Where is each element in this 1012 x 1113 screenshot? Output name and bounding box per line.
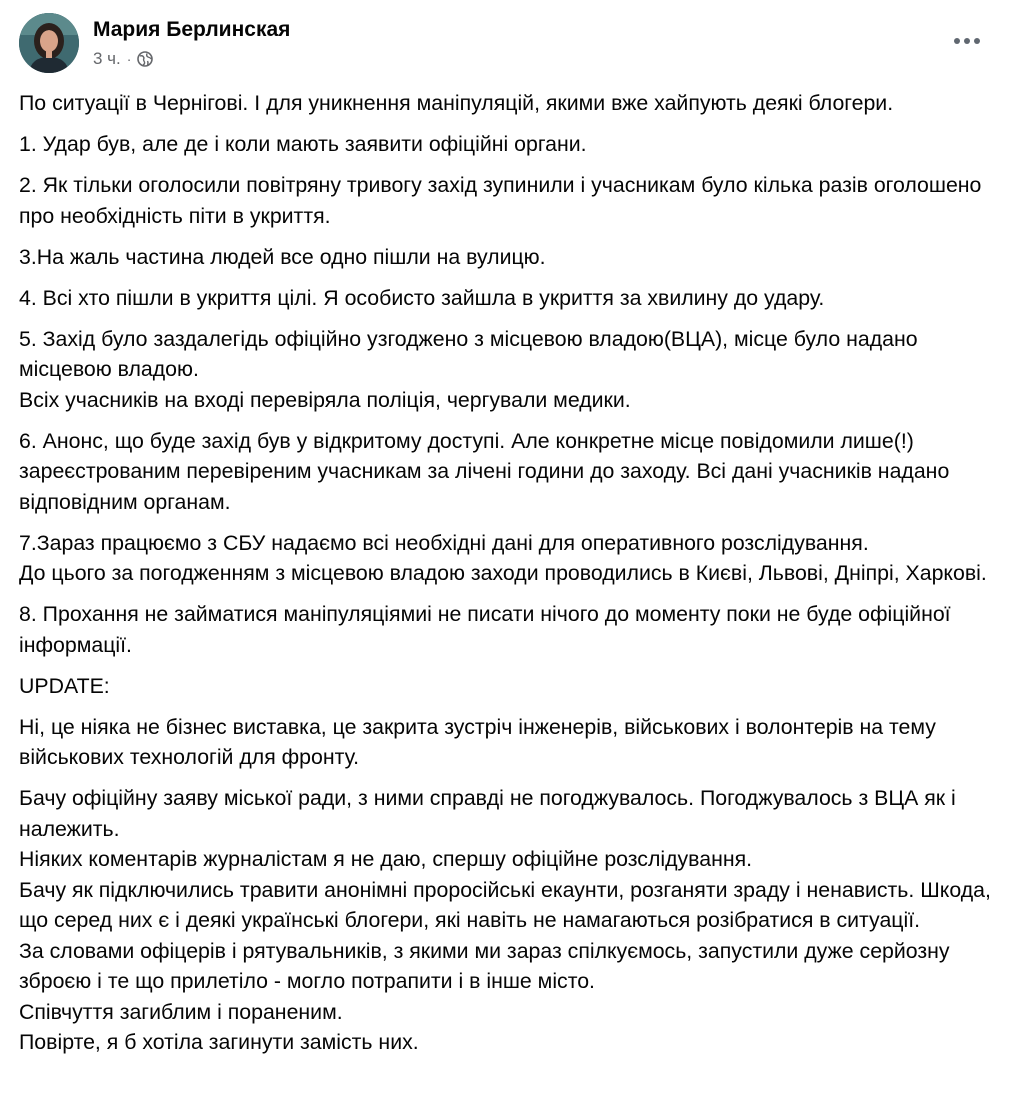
post-paragraph: 4. Всі хто пішли в укриття цілі. Я особисто зайшла в укриття за хвилину до удару. bbox=[19, 285, 825, 310]
post-paragraph: 5. Захід було заздалегідь офіційно узгоджено з місцевою владою(ВЦА), місце було надано місцевою владою. Всіх учасників на вході перевіряла поліція, чергували медики. bbox=[19, 326, 918, 412]
post-paragraph: Бачу офіційну заяву міської ради, з ними справді не погоджувалось. Погоджувалось з ВЦА як і належить. Ніяких коментарів журналістам я не даю, спершу офіційне розслідування. Бачу як підключились травити анонімні проросійські екаунти, розганяти зраду і ненависть. Шкода, що серед них є і деякі українські блогери, які навіть не намагаються розібратися в ситуації. За словами офіцерів і рятувальників, з якими ми зараз спілкуємось, запустили дуже серйозну зброєю і те що прилетіло - могло потрапити і в інше місто. Співчуття загиблим і пораненим. Повірте, я б хотіла загинути замість них. bbox=[19, 786, 991, 1054]
meta-separator: · bbox=[126, 51, 132, 67]
post-text bbox=[19, 88, 994, 1068]
avatar-image bbox=[19, 13, 79, 73]
post-paragraph: 2. Як тільки оголосили повітряну тривогу захід зупинили і учасникам було кілька разів оголошено про необхідність піти в укриття. bbox=[19, 173, 988, 228]
post-paragraph: 8. Прохання не займатися маніпуляціямиі не писати нічого до моменту поки не буде офіційної інформації. bbox=[19, 602, 957, 657]
post-timestamp[interactable]: 3 ч. bbox=[93, 49, 121, 68]
globe-icon[interactable] bbox=[137, 51, 153, 67]
author-name[interactable]: Мария Берлинская bbox=[93, 18, 291, 41]
more-options-icon bbox=[954, 38, 980, 44]
more-options-button[interactable] bbox=[949, 23, 985, 59]
post-paragraph: UPDATE: bbox=[19, 673, 110, 698]
avatar[interactable] bbox=[19, 13, 79, 73]
post-paragraph: 1. Удар був, але де і коли мають заявити офіційні органи. bbox=[19, 132, 587, 156]
post-paragraph: 7.Зараз працюємо з СБУ надаємо всі необхідні дані для оперативного розслідування. До цього за погодженням з місцевою владою заходи проводились в Києві, Львові, Дніпрі, Харкові. bbox=[19, 530, 987, 585]
post-paragraph: 3.На жаль частина людей все одно пішли на вулицю. bbox=[19, 244, 546, 269]
post-header bbox=[19, 13, 999, 75]
post-paragraph: Ні, це ніяка не бізнес виставка, це закрита зустріч інженерів, військових і волонтерів на тему військових технологій для фронту. bbox=[19, 714, 942, 769]
post-paragraph: По ситуації в Чернігові. І для уникнення маніпуляцій, якими вже хайпують деякі блогери. bbox=[19, 91, 894, 115]
post-paragraph: 6. Анонс, що буде захід був у відкритому доступі. Але конкретне місце повідомили лише(!) зареєстрованим перевіреним учасникам за лічені години до заходу. Всі дані учасників надано відповідним органам. bbox=[19, 428, 956, 514]
post-meta bbox=[93, 49, 153, 69]
